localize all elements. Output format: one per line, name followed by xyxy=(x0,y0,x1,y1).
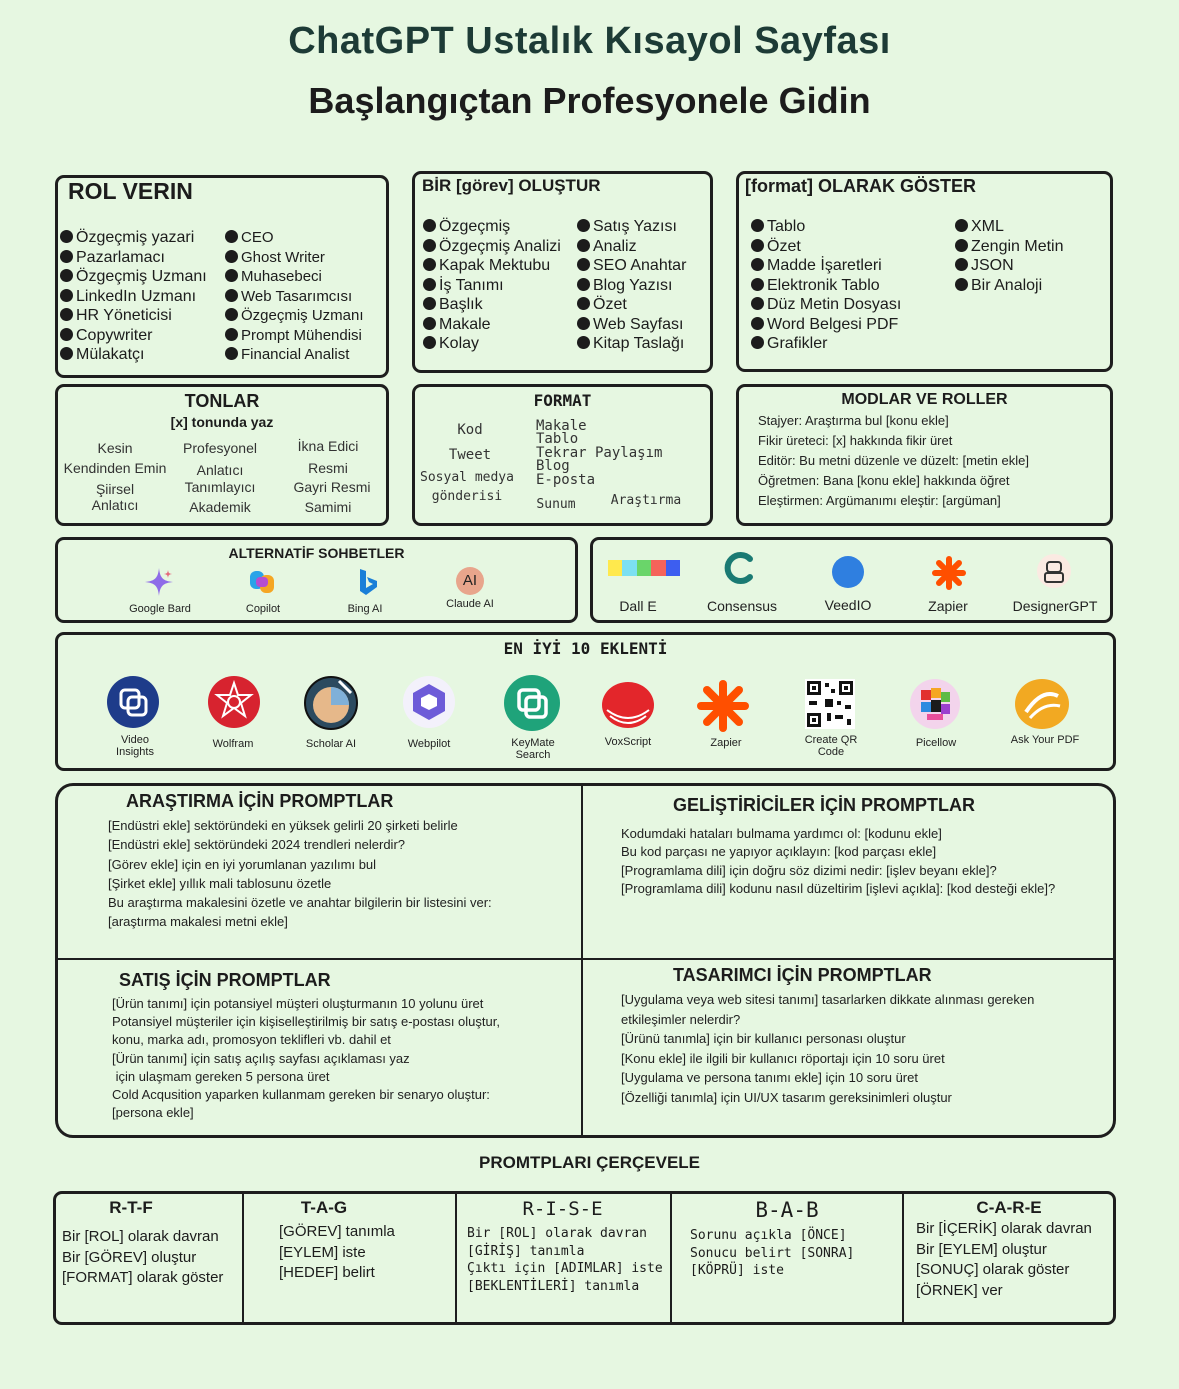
list-item: Cold Acqusition yaparken kullanmam gereken bir senaryo oluştur: xyxy=(112,1087,490,1103)
list-item: [KÖPRÜ] iste xyxy=(690,1263,784,1278)
gelistirici-header: GELİŞTİRİCİLER İÇİN PROMPTLAR xyxy=(673,795,976,815)
list-item: İş Tanımı xyxy=(423,276,561,296)
format-header: FORMAT xyxy=(533,391,592,410)
list-item: Bir [GÖREV] oluştur xyxy=(62,1248,197,1266)
framework-lines xyxy=(690,1227,854,1280)
list-item: [EYLEM] iste xyxy=(279,1243,366,1261)
plugin-label: Webpilot xyxy=(407,738,451,750)
list-item: Editör: Bu metni düzenle ve düzelt: [metin ekle] xyxy=(758,453,1029,468)
list-item: CEO xyxy=(225,228,364,248)
list-item: Düz Metin Dosyası xyxy=(751,295,901,315)
alternatif-header: ALTERNATİF SOHBETLER xyxy=(228,545,405,561)
list-item: [ÖRNEK] ver xyxy=(916,1281,1003,1299)
prompts-divider-h xyxy=(57,958,1114,960)
list-item: [FORMAT] olarak göster xyxy=(62,1269,224,1286)
tool-label: DesignerGPT xyxy=(1012,598,1098,614)
list-item: Ghost Writer xyxy=(225,248,364,268)
gorev-list-1 xyxy=(423,217,561,354)
list-item: [Endüstri ekle] sektöründeki en yüksek gelirli 20 şirketi belirle xyxy=(108,818,458,833)
list-item: Bir [EYLEM] oluştur xyxy=(916,1240,1047,1258)
list-item: Prompt Mühendisi xyxy=(225,326,364,346)
format-item: gönderisi xyxy=(431,489,503,504)
designergpt-icon xyxy=(1036,553,1072,589)
list-item: Makale xyxy=(423,315,561,335)
list-item: Eleştirmen: Argümanımı eleştir: [argüman] xyxy=(758,493,1001,508)
format-item: Makale xyxy=(536,418,587,434)
tool-label: VeedIO xyxy=(824,597,872,613)
bing-icon xyxy=(356,567,380,597)
list-item: Web Tasarımcısı xyxy=(225,287,364,307)
tone-item: Resmi xyxy=(308,460,348,476)
format-goster-list-2 xyxy=(955,217,1064,295)
list-item: Fikir üreteci: [x] hakkında fikir üret xyxy=(758,433,953,448)
tasarimci-lines xyxy=(621,990,1034,1108)
arastirma-header: ARAŞTIRMA İÇİN PROMPTLAR xyxy=(126,791,394,811)
list-item: Madde İşaretleri xyxy=(751,256,901,276)
list-item: konu, marka adı, promosyon teklifleri vb. dahil et xyxy=(112,1032,391,1048)
list-item: Mülakatçı xyxy=(60,345,207,365)
list-item: Bir [ROL] olarak davran xyxy=(62,1228,219,1245)
list-item: [SONUÇ] olarak göster xyxy=(916,1261,1070,1278)
plugins-header: EN İYİ 10 EKLENTİ xyxy=(503,639,668,658)
list-item: Sonucu belirt [SONRA] xyxy=(690,1245,855,1261)
wolfram-icon xyxy=(207,675,261,729)
prompts-divider-v xyxy=(581,785,583,1136)
list-item: Kapak Mektubu xyxy=(423,256,561,276)
list-item: XML xyxy=(955,217,1064,237)
list-item: Özgeçmiş Uzmanı xyxy=(225,306,364,326)
ask-your-pdf-icon xyxy=(1014,678,1070,730)
plugin-label: Wolfram xyxy=(212,738,254,750)
format-item: Tweet xyxy=(448,447,492,463)
plugin-label: Picellow xyxy=(915,737,957,749)
tone-item: Tanımlayıcı xyxy=(184,479,256,495)
rol-list-2 xyxy=(225,228,364,365)
list-item: LinkedIn Uzmanı xyxy=(60,287,207,307)
framework-title: R-I-S-E xyxy=(522,1198,603,1220)
satis-header: SATIŞ İÇİN PROMPTLAR xyxy=(119,970,331,990)
plugin-label: Zapier xyxy=(710,737,742,749)
list-item: Öğretmen: Bana [konu ekle] hakkında öğret xyxy=(758,473,1010,488)
page-title: ChatGPT Ustalık Kısayol Sayfası xyxy=(288,20,891,62)
framework-lines xyxy=(62,1227,223,1289)
format-item: Sunum xyxy=(536,497,576,512)
list-item: [araştırma makalesi metni ekle] xyxy=(108,914,288,930)
veedio-icon xyxy=(832,556,864,588)
tone-item: Gayri Resmi xyxy=(293,479,371,495)
list-item: [Görev ekle] için en iyi yorumlanan yazılımı bul xyxy=(108,856,377,872)
consensus-icon xyxy=(723,551,757,585)
tasarimci-header: TASARIMCI İÇİN PROMPTLAR xyxy=(673,965,932,985)
framework-title: C-A-R-E xyxy=(976,1198,1042,1217)
list-item: Özet xyxy=(577,295,686,315)
list-item: [Programlama dili] kodunu nasıl düzeltirim [işlevi açıkla]: [kod desteği ekle]? xyxy=(621,880,1056,896)
tool-label: Zapier xyxy=(928,598,968,614)
cerceve-header: PROMTPLARI ÇERÇEVELE xyxy=(478,1153,701,1172)
page-subtitle: Başlangıçtan Profesyonele Gidin xyxy=(308,80,871,121)
list-item: Grafikler xyxy=(751,334,901,354)
plugin-label: KeyMate Search xyxy=(511,737,555,761)
list-item: Pazarlamacı xyxy=(60,248,207,268)
tone-item: Akademik xyxy=(189,499,251,515)
webpilot-icon xyxy=(402,675,456,729)
list-item: Analiz xyxy=(577,237,686,257)
list-item: [Konu ekle] ile ilgili bir kullanıcı röportajı için 10 soru üret xyxy=(621,1050,945,1066)
list-item: [Ürünü tanımla] için bir kullanıcı personası oluştur xyxy=(621,1031,906,1047)
list-item: Kodumdaki hataları bulmama yardımcı ol: [kodunu ekle] xyxy=(621,826,942,841)
list-item: Başlık xyxy=(423,295,561,315)
video-insights-icon xyxy=(106,675,160,729)
format-goster-header: [format] OLARAK GÖSTER xyxy=(745,176,976,196)
format-item: E-posta xyxy=(536,472,596,488)
list-item: Sorunu açıkla [ÖNCE] xyxy=(690,1228,847,1243)
list-item: [persona ekle] xyxy=(112,1105,194,1121)
list-item: Bir [İÇERİK] olarak davran xyxy=(916,1220,1092,1237)
list-item: Financial Analist xyxy=(225,345,364,365)
tool-label: Consensus xyxy=(706,598,778,614)
framework-title: B-A-B xyxy=(755,1198,819,1222)
list-item: [Ürün tanımı] için satış açılış sayfası açıklaması yaz xyxy=(112,1050,410,1066)
list-item: [Ürün tanımı] için potansiyel müşteri oluşturmanın 10 yolunu üret xyxy=(112,996,484,1011)
list-item: SEO Anahtar xyxy=(577,256,686,276)
modlar-header: MODLAR VE ROLLER xyxy=(841,391,1008,408)
list-item: Zengin Metin xyxy=(955,237,1064,257)
list-item: [HEDEF] belirt xyxy=(279,1264,375,1281)
modlar-lines xyxy=(758,411,1029,511)
list-item: Tablo xyxy=(751,217,901,237)
list-item: Potansiyel müşteriler için kişiselleştirilmiş bir satış e-postası oluştur, xyxy=(112,1014,500,1030)
list-item: Blog Yazısı xyxy=(577,276,686,296)
list-item: Bir [ROL] olarak davran xyxy=(467,1226,648,1241)
alt-chat-label: Google Bard xyxy=(129,603,191,615)
plugin-label: Create QR Code xyxy=(804,734,858,758)
list-item: [Endüstri ekle] sektöründeki 2024 trendleri nelerdir? xyxy=(108,837,406,853)
rol-header: ROL VERIN xyxy=(68,178,193,204)
list-item: Web Sayfası xyxy=(577,315,686,335)
list-item: HR Yöneticisi xyxy=(60,306,207,326)
list-item: [GİRİŞ] tanımla xyxy=(467,1243,585,1259)
arastirma-lines xyxy=(108,816,492,932)
list-item: Özgeçmiş Analizi xyxy=(423,237,561,257)
tone-item: İkna Edici xyxy=(297,438,359,454)
scholar-ai-icon xyxy=(303,675,359,731)
list-item: Stajyer: Araştırma bul [konu ekle] xyxy=(758,413,949,428)
tonlar-header: TONLAR xyxy=(184,391,260,411)
list-item: için ulaşmam gereken 5 persona üret xyxy=(112,1068,330,1084)
list-item: Çıktı için [ADIMLAR] iste xyxy=(467,1261,663,1276)
alt-chat-label: Bing AI xyxy=(347,603,383,615)
format-item: Tekrar Paylaşım xyxy=(536,445,663,461)
plugin-label: Video Insights xyxy=(116,734,154,758)
list-item: Muhasebeci xyxy=(225,267,364,287)
format-item: Tablo xyxy=(536,431,579,447)
format-item: Araştırma xyxy=(610,493,682,508)
alt-chat-label: Claude AI xyxy=(446,598,494,610)
tone-item: Şiirsel xyxy=(95,481,135,497)
list-item: [Uygulama veya web sitesi tanımı] tasarlarken dikkate alınması gereken xyxy=(621,992,1035,1007)
picellow-icon xyxy=(909,678,961,730)
list-item: [Özelliği tanımla] için UI/UX tasarım gereksinimleri oluştur xyxy=(621,1089,952,1105)
gelistirici-lines xyxy=(621,825,1055,898)
list-item: [Programlama dili] için doğru söz dizimi nedir: [işlev beyanı ekle]? xyxy=(621,862,997,878)
keymate-icon xyxy=(503,674,561,732)
format-item: Kod xyxy=(457,422,483,438)
claude-icon: AI xyxy=(456,567,484,595)
rol-list-1 xyxy=(60,228,207,365)
list-item: [BEKLENTİLERİ] tanımla xyxy=(467,1278,640,1294)
list-item: Kitap Taslağı xyxy=(577,334,686,354)
gorev-list-2 xyxy=(577,217,686,354)
list-item: [Uygulama ve persona tanımı ekle] için 10 soru üret xyxy=(621,1070,918,1086)
list-item: etkileşimler nelerdir? xyxy=(621,1011,741,1027)
framework-title: T-A-G xyxy=(300,1198,348,1217)
format-goster-list-1 xyxy=(751,217,901,354)
tone-item: Kesin xyxy=(97,440,133,456)
list-item: Bu araştırma makalesini özetle ve anahtar bilgilerin bir listesini ver: xyxy=(108,895,492,911)
list-item: [Şirket ekle] yıllık mali tablosunu özetle xyxy=(108,875,332,891)
list-item: Özgeçmiş xyxy=(423,217,561,237)
satis-lines xyxy=(112,995,500,1122)
list-item: Copywriter xyxy=(60,326,207,346)
google-bard-icon xyxy=(144,567,174,597)
list-item: Elektronik Tablo xyxy=(751,276,901,296)
framework-lines xyxy=(467,1225,663,1295)
format-item: Blog xyxy=(536,458,570,474)
plugin-label: VoxScript xyxy=(604,736,652,748)
framework-lines xyxy=(279,1222,395,1284)
tone-item: Anlatıcı xyxy=(91,497,139,513)
list-item: Kolay xyxy=(423,334,561,354)
tonlar-subheader: [x] tonunda yaz xyxy=(170,414,274,430)
tone-item: Profesyonel xyxy=(183,440,257,456)
tone-item: Samimi xyxy=(304,499,352,515)
list-item: Satış Yazısı xyxy=(577,217,686,237)
format-item: Sosyal medya xyxy=(420,470,514,485)
list-item: Özgeçmiş Uzmanı xyxy=(60,267,207,287)
alt-chat-label: Copilot xyxy=(245,603,281,615)
framework-title: R-T-F xyxy=(109,1198,153,1217)
list-item: Bu kod parçası ne yapıyor açıklayın: [kod parçası ekle] xyxy=(621,844,937,860)
dalle-icon xyxy=(608,560,680,576)
plugin-label: Ask Your PDF xyxy=(1010,734,1080,746)
copilot-icon xyxy=(247,567,277,597)
list-item: [GÖREV] tanımla xyxy=(279,1223,395,1240)
qr-code-icon xyxy=(805,679,855,729)
zapier-plugin-icon xyxy=(697,680,749,732)
voxscript-icon xyxy=(601,680,655,730)
list-item: Özgeçmiş yazari xyxy=(60,228,207,248)
tool-label: Dall E xyxy=(619,598,657,614)
tone-item: Anlatıcı xyxy=(196,462,244,478)
list-item: JSON xyxy=(955,256,1064,276)
list-item: Bir Analoji xyxy=(955,276,1064,296)
framework-lines xyxy=(916,1219,1092,1301)
tone-item: Kendinden Emin xyxy=(63,460,167,476)
plugin-label: Scholar AI xyxy=(305,738,357,750)
list-item: Özet xyxy=(751,237,901,257)
list-item: Word Belgesi PDF xyxy=(751,315,901,335)
gorev-header: BİR [görev] OLUŞTUR xyxy=(422,176,601,195)
zapier-icon xyxy=(932,556,966,590)
